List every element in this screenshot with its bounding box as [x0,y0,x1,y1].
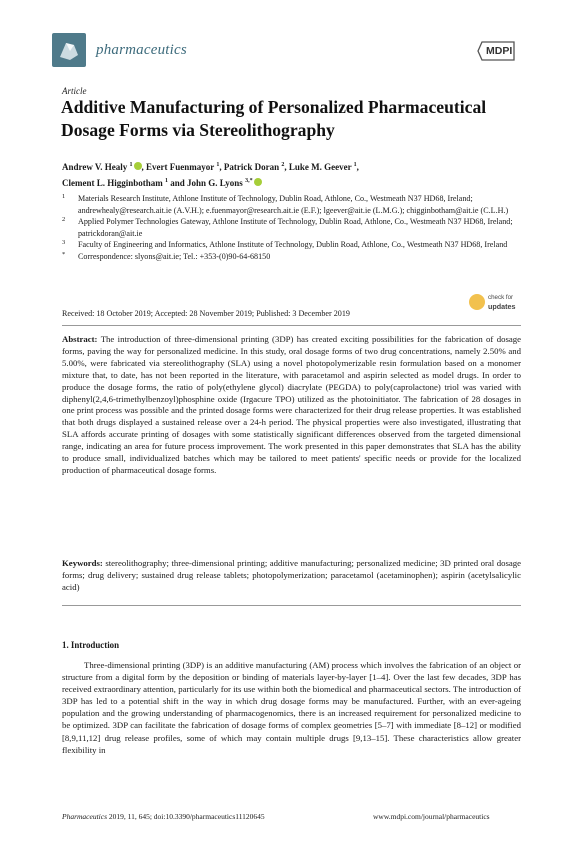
author-separator: and [168,178,188,188]
author-name: Andrew V. Healy [62,162,130,172]
affiliation-item [62,193,532,216]
article-type: Article [62,86,87,96]
orcid-icon[interactable] [254,178,262,186]
author-separator: , [219,162,224,172]
author-name: Luke M. Geever [288,162,354,172]
affiliation-mark: 2 [62,216,66,224]
journal-logo [52,33,86,67]
orcid-icon[interactable] [134,162,142,170]
author-affiliation-mark: 1 [216,162,220,168]
publication-dates: Received: 18 October 2019; Accepted: 28 November 2019; Published: 3 December 2019 [62,309,350,318]
affiliation-mark: 1 [62,193,66,200]
author-separator: , [284,162,289,172]
author-affiliation-mark: 1 [353,162,357,168]
author-affiliation-mark: 1 [129,162,133,168]
keywords [62,558,521,594]
abstract-text: The introduction of three-dimensional printing (3DP) has created exciting possibilities for the fabrication of dosage forms, paving the way for personalized medicine. In this study, oral dosage forms of two drug concentrations, namely 2.50% and 5.00%, were fabricated via stereolithography (SLA) using a novel photopolymerizable resin formulation based on a monomer mixture that, to date, has not been reported in the literature, with paracetamol and aspirin selected as model drugs. In order to produce the dosage forms, the ratio of poly(ethylene glycol) diacrylate (PEGDA) to poly(caprolactone) triol was varied with diphenyl(2,4,6-trimethylbenzoyl)phosphine oxide (Irgacure TPO) utilized as the photoinitiator. The fabrication of 28 dosages in one print process was possible and the printed dosage forms were characterized for their drug release properties. It was established that both drugs displayed a sustained release over a 24-h period. The physical properties were also investigated, illustrating that SLA affords accurate printing of dosages with some statistically significant differences observed from the targeted dimensional range, indicating an area for future process improvement. The work presented in this paper demonstrates that SLA has the ability to produce small, individualized batches which may be tailored to meet patients' specific needs or provide for the localized production of pharmaceutical dosage forms. [62,334,521,475]
abstract [62,334,521,477]
author-name: John G. Lyons [187,178,246,188]
author-separator: , [141,162,147,172]
affiliation-item [62,216,532,239]
affiliation-mark: * [62,250,66,258]
citation-details: 2019, 11, 645; doi:10.3390/pharmaceutics11120645 [107,812,265,821]
citation-journal: Pharmaceutics [62,812,107,821]
citation-footer [62,812,265,821]
journal-url[interactable]: www.mdpi.com/journal/pharmaceutics [373,812,490,821]
section-heading: 1. Introduction [62,640,120,650]
affiliation-text: Correspondence: slyons@ait.ie; Tel.: +353-(0)90-64-68150 [78,251,271,261]
section-body: Three-dimensional printing (3DP) is an additive manufacturing (AM) process which involves the fabrication of an object or structure from a digital form by the deposition or binding of materials layer-by-layer [1–4]. Over the last few decades, 3DP has received extraordinary attention, particularly for its use within both the biomedical and pharmaceutical sectors. The introduction of 3DP has led to a potential shift in the way in which drug dosage forms may be manufactured. Further, with an ever-ageing population and the growing understanding of pharmacogenomics, there is an increased requirement for personalized medicine to be optimized. 3DP can facilitate the fabrication of dosage forms of complex geometries [5–7] with immediate [8–12] or modified [8,9,11,12] drug release profiles, some of which may contain multiple drugs [9,13–15]. These characteristics allow greater flexibility in [62,660,521,755]
author-separator: , [356,162,359,172]
journal-name: pharmaceutics [96,42,187,58]
divider [62,605,521,606]
affiliation-item [62,251,532,263]
check-for-updates-badge[interactable] [469,293,521,315]
paper-title: Additive Manufacturing of Personalized Pharmaceutical Dosage Forms via Stereolithography [61,97,487,140]
affiliation-list [62,193,532,263]
affiliation-text: Materials Research Institute, Athlone Institute of Technology, Dublin Road, Athlone, Co., Westmeath N37 HD68, Ireland; andrewhealy@research.ait.ie (A.V.H.); e.fuenmayor@research.ait.ie (E.F.); lgeever@ait.ie (L.M.G.); chigginbotham@ait.ie (C.L.H.) [78,194,509,215]
author-affiliation-mark: 2 [281,162,285,168]
affiliation-text: Applied Polymer Technologies Gateway, Athlone Institute of Technology, Dublin Road, Athlone, Co., Westmeath N37 HD68, Ireland; patrickdoran@ait.ie [78,217,513,238]
affiliation-mark: 3 [62,239,66,247]
author-affiliation-mark: 3,* [245,178,253,184]
keywords-label: Keywords: [62,558,103,568]
author-name: Patrick Doran [223,162,282,172]
divider [62,325,521,326]
author-name: Clement L. Higginbotham [62,178,166,188]
author-name: Evert Fuenmayor [146,162,217,172]
affiliation-item [62,239,532,251]
author-list [62,158,522,190]
publisher-name: MDPI [486,45,513,57]
check-updates-line1: check for [488,294,514,301]
check-updates-line2: updates [488,302,516,311]
check-updates-icon [469,294,485,310]
keywords-text: stereolithography; three-dimensional printing; additive manufacturing; personalized medicine; 3D printed oral dosage forms; drug delivery; sustained drug release tablets; photopolymerization; paracetamol (acetaminophen); aspirin (acetylsalicylic acid) [62,558,521,592]
affiliation-text: Faculty of Engineering and Informatics, Athlone Institute of Technology, Dublin Road, Athlone, Co., Westmeath N37 HD68, Ireland [78,240,508,250]
abstract-label: Abstract: [62,334,98,344]
author-affiliation-mark: 1 [165,178,169,184]
